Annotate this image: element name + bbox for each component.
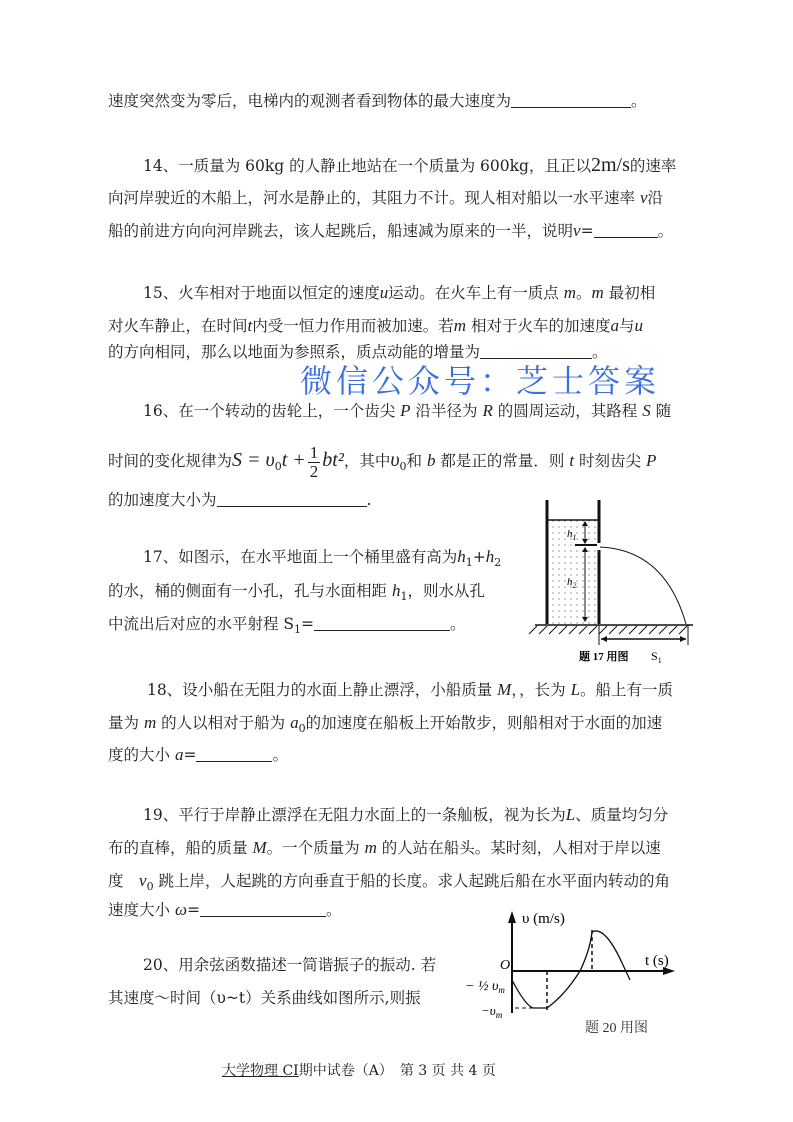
text: 的人以相对于船为 xyxy=(161,714,286,732)
text: 沿 xyxy=(647,189,664,207)
formula: t + xyxy=(281,449,306,471)
text: = xyxy=(183,746,197,764)
text: = xyxy=(301,615,315,633)
formula: S = υ xyxy=(232,449,275,471)
text: 18、设小船在无阻力的水面上静止漂浮，小船质量 xyxy=(147,681,493,699)
text: 15、火车相对于地面以恒定的速度 xyxy=(143,284,380,302)
formula: m xyxy=(453,316,467,335)
text: 。 xyxy=(450,615,466,633)
text: 向河岸驶近的木船上，河水是静止的，其阻力不计。现人相对船以一水平速率 xyxy=(108,189,636,207)
text: 的人站在船头。某时刻，人相对于岸以速 xyxy=(381,839,661,857)
text: 的圆周运动，其路程 xyxy=(497,402,638,420)
text: 20、用余弦函数描述一简谐振子的振动. 若 xyxy=(143,956,437,974)
text: 对火车静止，在时间 xyxy=(108,317,248,335)
watermark: 微信公众号：芝士答案 xyxy=(300,362,661,400)
q16-line-2: 时间的变化规律为$S = \upsilon_0t$ + $\frac{1}{2}$ bt²，其中$\upsilon_0$和 b 都是正的常量．则 t 时刻齿尖 P xyxy=(108,442,657,481)
label-h1: $h_1$ xyxy=(567,528,577,542)
text: 、质量均匀分 xyxy=(575,806,669,824)
velocity-curve xyxy=(512,931,630,1008)
formula: P xyxy=(646,451,657,470)
formula: a xyxy=(290,713,299,732)
q20-line-1 xyxy=(143,955,436,975)
answer-blank xyxy=(200,900,326,917)
answer-blank xyxy=(594,221,658,238)
text: 跳上岸，人起跳的方向垂直于船的长度。求人起跳后船在水平面内转动的角 xyxy=(158,872,671,890)
page-info: 期中试卷（A） 第 3 页 共 4 页 xyxy=(298,1063,496,1079)
fraction xyxy=(308,444,321,481)
label-half-vm: − ½ $\upsilon_m$ xyxy=(465,979,505,995)
text: 时刻齿尖 xyxy=(579,452,642,470)
formula: a xyxy=(174,745,184,764)
formula: v xyxy=(139,871,147,890)
formula: b xyxy=(426,451,436,470)
q17-line-1: 17、如图示，在水平地面上一个桶里盛有高为$h_1+h_2$ xyxy=(143,547,502,570)
formula: m xyxy=(563,283,576,302)
denominator: 2 xyxy=(309,461,319,481)
formula: t xyxy=(569,451,575,470)
text: 度的大小 xyxy=(108,746,171,764)
q17-line-3: 中流出后对应的水平射程 $S_1=$ 。 xyxy=(108,615,466,637)
q19-line-4 xyxy=(108,900,341,920)
text: 速度突然变为零后，电梯内的观测者看到物体的最大速度为 xyxy=(108,92,512,110)
q13-line xyxy=(108,91,647,111)
q15-line-3 xyxy=(108,342,608,362)
text: 与 xyxy=(619,317,635,335)
q15-line-2 xyxy=(108,316,643,336)
q18-line-3 xyxy=(108,745,288,765)
text: 速度大小 xyxy=(108,901,171,919)
formula: bt² xyxy=(322,449,344,471)
text: 随 xyxy=(655,402,672,420)
water-jet xyxy=(600,547,686,624)
formula: v xyxy=(573,221,581,240)
text: 的加速度在船板上开始散步，则船相对于水面的加速 xyxy=(305,714,663,732)
text: 16、在一个转动的齿轮上，一个齿尖 xyxy=(143,402,396,420)
q19-line-2 xyxy=(108,838,661,858)
label-neg-vm: $-\upsilon_m$ xyxy=(481,1003,503,1020)
text: 船的前进方向向河岸跳去，该人起跳后，船速减为原来的一半，说明 xyxy=(108,222,574,240)
figure-caption: 题 20 用图 xyxy=(585,1021,648,1036)
answer-blank xyxy=(480,342,592,359)
text: 的加速度大小为 xyxy=(108,491,217,509)
page-footer xyxy=(222,1060,496,1080)
q18-line-2: 量为 m 的人以相对于船为 $a_0$的加速度在船板上开始散步，则船相对于水面的加速 xyxy=(108,713,663,736)
formula: u xyxy=(379,283,389,302)
formula: h xyxy=(485,547,495,566)
text: 中流出后对应的水平射程 S xyxy=(108,615,295,633)
text: 都是正的常量．则 xyxy=(440,452,565,470)
text: 。 xyxy=(592,343,608,361)
text: . xyxy=(366,491,372,509)
answer-blank xyxy=(314,614,450,631)
text: 。一个质量为 xyxy=(266,839,360,857)
q14-line-1 xyxy=(143,155,676,176)
text: 内受一恒力作用而被加速。若 xyxy=(252,317,454,335)
origin-label: O xyxy=(500,958,511,973)
q19-line-1 xyxy=(143,805,668,825)
formula: υ xyxy=(390,449,400,471)
text: + xyxy=(472,548,486,566)
text: 的速率 xyxy=(629,157,677,175)
text: 。 xyxy=(575,284,592,302)
x-axis-label: t (s) xyxy=(645,953,669,969)
text: ，其中 xyxy=(343,452,391,470)
formula: m xyxy=(591,283,604,302)
text: 布的直棒，船的质量 xyxy=(108,839,248,857)
text: = xyxy=(580,222,594,240)
formula: m xyxy=(143,713,157,732)
course-name: 大学物理 CI xyxy=(222,1063,299,1079)
text: 。 xyxy=(272,746,288,764)
text: 相对于火车的加速度 xyxy=(470,317,611,335)
text: 度 xyxy=(108,872,124,890)
answer-blank xyxy=(217,490,367,507)
text: 17、如图示，在水平地面上一个桶里盛有高为 xyxy=(143,548,458,566)
formula: ω xyxy=(174,900,187,919)
text: 最初相 xyxy=(608,284,656,302)
text: 运动。在火车上有一质点 xyxy=(388,284,559,302)
text: 19、平行于岸静止漂浮在无阻力水面上的一条舢板，视为长为 xyxy=(143,806,566,824)
formula: u xyxy=(634,316,644,335)
label-h2: $h_2$ xyxy=(567,576,577,590)
figure-20-velocity-graph xyxy=(455,905,695,1045)
q18-line-1: 18、设小船在无阻力的水面上静止漂浮，小船质量 M，，长为 L。船上有一质 xyxy=(147,680,674,699)
text: 14、一质量为 60kg 的人静止地站在一个质量为 600kg，且正以 xyxy=(143,157,591,175)
formula: h xyxy=(457,547,466,566)
formula: h xyxy=(391,581,401,600)
q17-line-2: 的水，桶的侧面有一小孔，孔与水面相距 $h_1$，则水从孔 xyxy=(108,581,485,604)
formula: S xyxy=(642,401,651,420)
q20-line-2 xyxy=(108,988,421,1008)
formula: L xyxy=(565,805,576,824)
y-axis-label: υ (m/s) xyxy=(522,911,565,927)
q16-line-3 xyxy=(108,490,371,510)
formula: t xyxy=(247,316,253,335)
text: 。船上有一质 xyxy=(580,681,674,699)
formula: M xyxy=(252,838,267,857)
q14-line-3 xyxy=(108,221,673,241)
q16-line-1 xyxy=(143,401,671,421)
text: 的方向相同，那么以地面为参照系，质点动能的增量为 xyxy=(108,343,481,361)
text: 。 xyxy=(631,92,647,110)
formula: m xyxy=(364,838,377,857)
formula: M xyxy=(497,680,512,699)
answer-blank xyxy=(196,745,272,762)
text: 。 xyxy=(325,901,342,919)
formula: R xyxy=(482,401,493,420)
q14-line-2 xyxy=(108,188,663,208)
label-s1: $S_1$ xyxy=(651,649,662,665)
numerator: 1 xyxy=(309,442,319,462)
formula: 2m/s xyxy=(590,154,630,176)
text: ，长为 xyxy=(519,681,566,699)
q15-line-1 xyxy=(143,283,655,303)
q19-line-3: 度 $v_0$ 跳上岸，人起跳的方向垂直于船的长度。求人起跳后船在水平面内转动的角 xyxy=(108,871,671,894)
formula: L xyxy=(570,680,581,699)
text: 和 xyxy=(406,452,423,470)
text: 沿半径为 xyxy=(415,402,478,420)
answer-blank xyxy=(511,91,631,108)
text: 的水，桶的侧面有一小孔，孔与水面相距 xyxy=(108,582,388,600)
formula: a xyxy=(610,316,619,335)
text: = xyxy=(186,901,200,919)
text: 其速度～时间（υ~t）关系曲线如图所示,则振 xyxy=(108,989,421,1007)
text: 量为 xyxy=(108,714,140,732)
formula: P xyxy=(400,401,411,420)
text: 。 xyxy=(657,222,674,240)
text: 时间的变化规律为 xyxy=(108,452,233,470)
text: ，则水从孔 xyxy=(407,582,485,600)
figure-17-bucket xyxy=(515,495,695,665)
formula: v xyxy=(639,188,648,207)
figure-caption: 题 17 用图 xyxy=(579,651,629,663)
